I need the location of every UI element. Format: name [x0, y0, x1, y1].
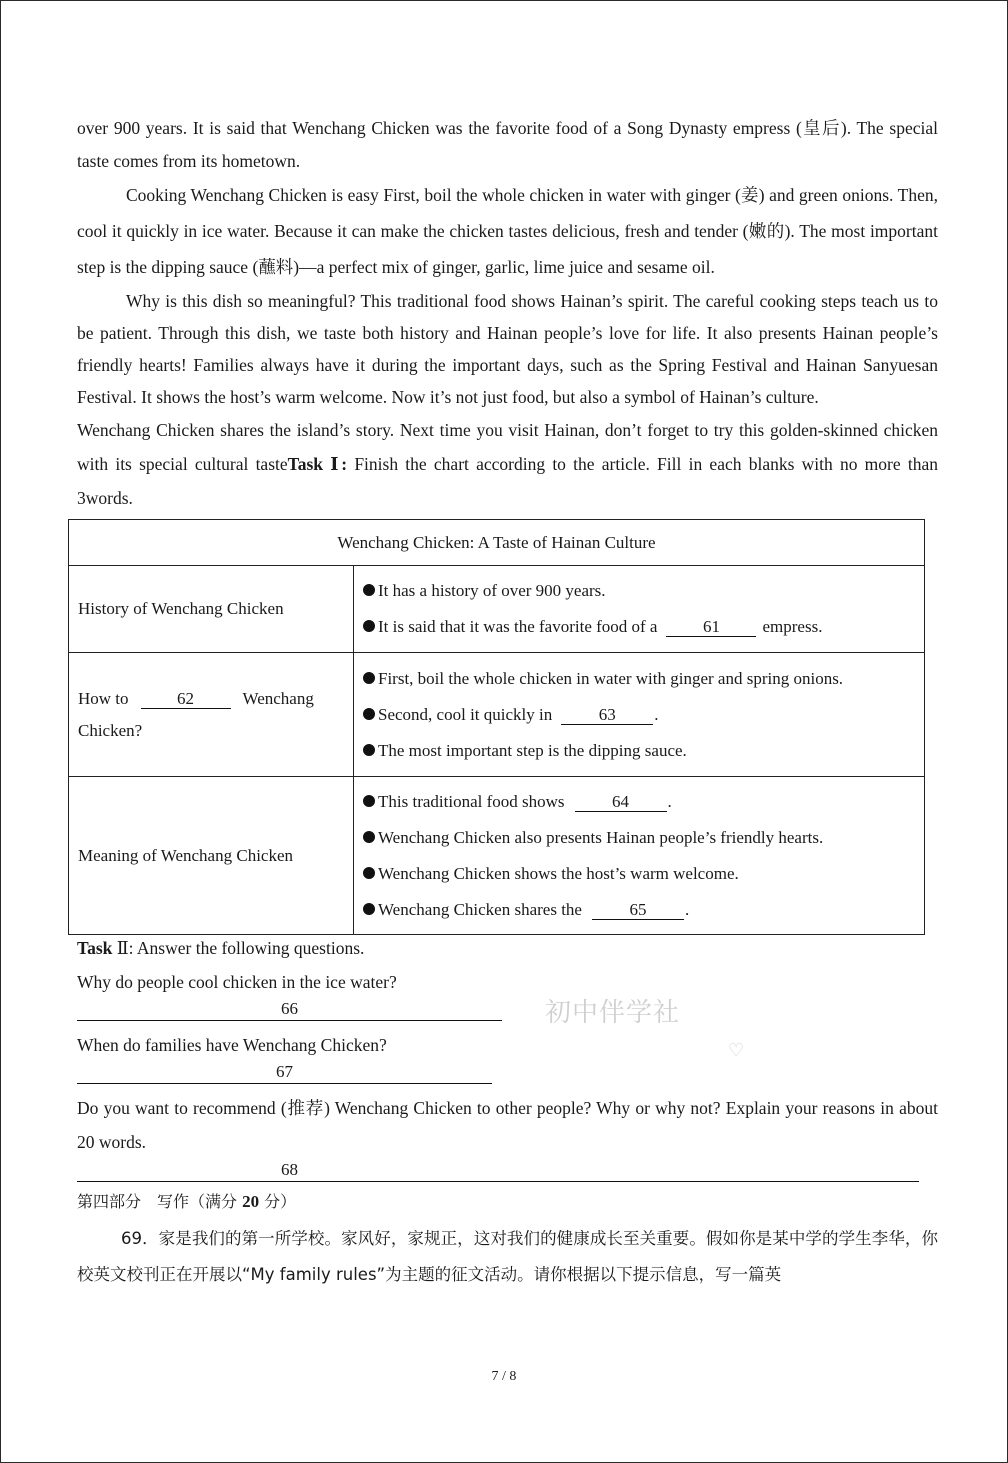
bullet-text: . — [684, 899, 690, 919]
watermark-heart-icon: ♡ — [728, 1040, 745, 1061]
row-meaning-content — [354, 777, 925, 935]
bullet-text: This traditional food shows — [378, 791, 565, 811]
blank-63[interactable]: 63 — [561, 706, 653, 725]
part4-heading-text: 第四部分 写作（满分 — [77, 1192, 243, 1211]
row-meaning-label: Meaning of Wenchang Chicken — [69, 777, 354, 935]
row-how-content — [354, 653, 925, 777]
part4-score: 20 — [242, 1192, 260, 1211]
row-how-label — [69, 653, 354, 777]
answer-line-68[interactable] — [77, 1159, 919, 1182]
bullet-text: . — [654, 704, 659, 724]
bullet-dot-icon — [363, 831, 375, 843]
blank-61[interactable]: 61 — [666, 618, 756, 637]
answer-line-67[interactable]: 67 — [77, 1061, 492, 1084]
row-history-label: History of Wenchang Chicken — [69, 566, 354, 653]
bullet-text: The most important step is the dipping sauce. — [378, 740, 687, 760]
passage-conclusion: Wenchang Chicken shares the island’s story. Next time you visit Hainan, don’t forget to try this golden-skinned chicken with its special cultural taste — [77, 420, 938, 474]
question-66: Why do people cool chicken in the ice water? — [77, 972, 397, 992]
blank-64[interactable]: 64 — [575, 793, 667, 812]
bullet-dot-icon — [363, 903, 375, 915]
page-number: 7 / 8 — [491, 1369, 517, 1384]
row-history-content — [354, 566, 925, 653]
how-to-text: How to — [78, 688, 129, 708]
answer-68-number: 68 — [281, 1160, 298, 1179]
bullet-item — [363, 733, 915, 769]
bullet-text: First, boil the whole chicken in water with ginger and spring onions. — [378, 668, 844, 688]
bullet-item — [363, 784, 915, 820]
task1-instructions: Finish the chart according to the article. Fill in each blanks with no more than 3words. — [77, 454, 938, 508]
bullet-dot-icon — [363, 672, 375, 684]
question-69: 69．家是我们的第一所学校。家风好，家规正，这对我们的健康成长至关重要。假如你是某中学的学生李华，你校英文校刊正在开展以“My family rules”为主题的征文活动。请你根据以下提示信息，写一篇英 — [77, 1229, 938, 1284]
passage-paragraph-2: Cooking Wenchang Chicken is easy First, boil the whole chicken in water with ginger (姜) and green onions. Then, cool it quickly in ice water. Because it can make the chicken tastes delicious, fresh and tender (嫩的). The most important step is the dipping sauce (蘸料)—a perfect mix of ginger, garlic, lime juice and sesame oil. — [77, 185, 938, 277]
task2-label: Task — [77, 938, 113, 958]
passage-paragraph-4 — [77, 413, 938, 515]
passage-paragraph-1: over 900 years. It is said that Wenchang Chicken was the favorite food of a Song Dynasty empress (皇后). The special taste comes from its hometown. — [77, 118, 938, 171]
bullet-text: . — [667, 791, 672, 811]
blank-62[interactable]: 62 — [141, 690, 231, 709]
bullet-dot-icon — [363, 744, 375, 756]
bullet-text: It has a history of over 900 years. — [378, 581, 606, 600]
bullet-item — [363, 609, 915, 645]
chart-title: Wenchang Chicken: A Taste of Hainan Culture — [69, 520, 925, 566]
answer-line-66[interactable]: 66 — [77, 998, 502, 1021]
bullet-item — [363, 856, 915, 892]
bullet-text: empress. — [762, 617, 823, 636]
how-to-text-end: Wenchang Chicken? — [78, 688, 314, 740]
bullet-dot-icon — [363, 867, 375, 879]
watermark-label: 初中伴学社 — [545, 998, 681, 1028]
document-page — [77, 112, 938, 1293]
bullet-text: Second, cool it quickly in — [378, 704, 553, 724]
bullet-item — [363, 661, 915, 697]
watermark-text — [545, 992, 680, 1029]
question-68: Do you want to recommend (推荐) Wenchang Chicken to other people? Why or why not? Explain your reasons in about 20 words. — [77, 1098, 938, 1152]
task2-numeral: Ⅱ — [112, 938, 129, 958]
bullet-item — [363, 697, 915, 733]
bullet-text: Wenchang Chicken shares the — [378, 899, 582, 919]
bullet-text: Wenchang Chicken shows the host’s warm welcome. — [378, 863, 739, 883]
task1-label: Task Ⅰ: — [287, 454, 348, 474]
passage-paragraph-3: Why is this dish so meaningful? This traditional food shows Hainan’s spirit. The careful cooking steps teach us to be patient. Through this dish, we taste both history and Hainan people’s love for life. It also presents Hainan people’s friendly hearts! Families always have it during the important days, such as the Spring Festival and Hainan Sanyuesan Festival. It shows the host’s warm welcome. Now it’s not just food, but also a symbol of Hainan’s culture. — [77, 291, 938, 407]
part4-heading-end: 分） — [259, 1192, 297, 1211]
bullet-item — [363, 573, 915, 609]
bullet-item — [363, 892, 915, 928]
bullet-dot-icon — [363, 620, 375, 632]
task2-instructions: : Answer the following questions. — [128, 938, 365, 958]
bullet-text: Wenchang Chicken also presents Hainan people’s friendly hearts. — [378, 827, 824, 847]
chart-table — [68, 519, 925, 935]
part4-heading — [77, 1189, 938, 1215]
bullet-dot-icon — [363, 584, 375, 596]
task2-heading — [77, 935, 938, 961]
question-67: When do families have Wenchang Chicken? — [77, 1035, 387, 1055]
bullet-dot-icon — [363, 795, 375, 807]
bullet-item — [363, 820, 915, 856]
bullet-text: It is said that it was the favorite food of a — [378, 617, 658, 636]
blank-65[interactable]: 65 — [592, 901, 684, 920]
bullet-dot-icon — [363, 708, 375, 720]
